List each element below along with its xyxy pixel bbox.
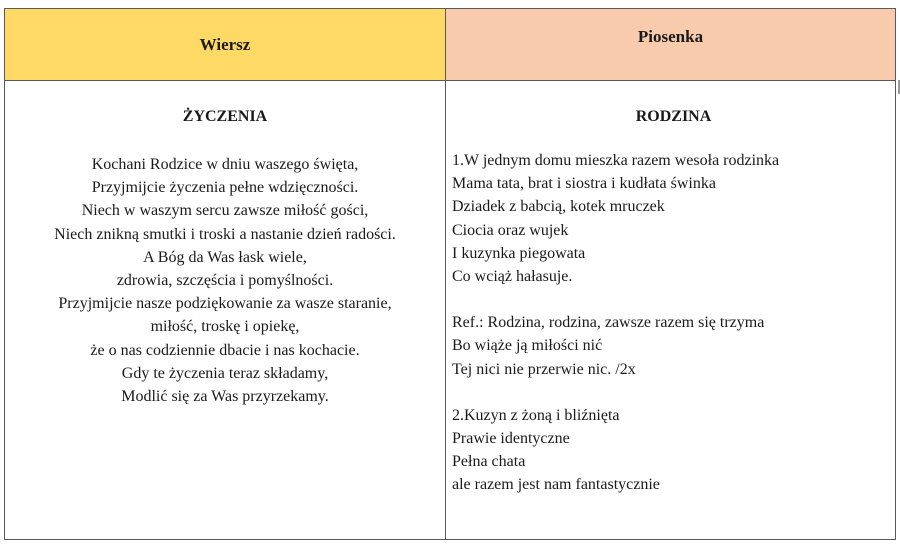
song-stanza-2	[452, 404, 895, 497]
song-refrain	[452, 311, 895, 381]
poem-line: Niech znikną smutki i troski a nastanie dzień radości.	[54, 225, 396, 243]
stanza-spacer	[452, 288, 895, 311]
song-line: Dziadek z babcią, kotek mruczek	[452, 198, 665, 216]
poem-line: miłość, troskę i opiekę,	[150, 318, 300, 336]
poem-line: Kochani Rodzice w dniu waszego święta,	[91, 156, 359, 173]
song-line: Pełna chata	[452, 453, 526, 471]
poem-lines	[5, 153, 445, 408]
document-table	[4, 8, 896, 540]
header-piosenka-label: Piosenka	[637, 27, 704, 46]
song-line: Prawie identyczne	[452, 430, 570, 448]
song-line: Mama tata, brat i siostra i kudłata świnka	[452, 175, 716, 193]
poem-line: A Bóg da Was łask wiele,	[143, 248, 307, 266]
song-line: Bo wiąże ją miłości nić	[452, 337, 603, 355]
header-wiersz	[5, 9, 446, 81]
poem-line: Niech w waszym sercu zawsze miłość gości,	[81, 202, 369, 220]
song-line: Co wciąż hałasuje.	[452, 268, 573, 286]
song-line: 1.W jednym domu mieszka razem wesoła rodzinka	[452, 152, 780, 169]
song-line: Ciocia oraz wujek	[452, 221, 569, 239]
poem-line: że o nas codziennie dbacie i nas kochacie.	[90, 341, 360, 359]
poem-line: Przyjmijcie życzenia pełne wdzięczności.	[91, 179, 359, 197]
poem-line: Przyjmijcie nasze podziękowanie za wasze staranie,	[58, 295, 392, 313]
song-line: I kuzynka piegowata	[452, 244, 586, 262]
song-cell	[446, 81, 895, 539]
poem-line: zdrowia, szczęścia i pomyślności.	[116, 272, 334, 290]
poem-line: Modlić się za Was przyrzekamy.	[121, 388, 329, 406]
song-line: 2.Kuzyn z żoną i bliźnięta	[452, 406, 620, 424]
poem-line: Gdy te życzenia teraz składamy,	[121, 364, 329, 382]
song-title: RODZINA	[635, 108, 712, 125]
song-line: ale razem jest nam fantastycznie	[452, 476, 660, 494]
header-piosenka	[446, 9, 895, 81]
header-wiersz-label: Wiersz	[199, 34, 251, 54]
song-line: Ref.: Rodzina, rodzina, zawsze razem się trzyma	[452, 314, 765, 332]
poem-title: ŻYCZENIA	[182, 108, 268, 125]
song-line: Tej nici nie przerwie nic. /2x	[452, 360, 636, 378]
stanza-spacer	[452, 381, 895, 404]
song-stanza-1	[452, 149, 895, 288]
poem-cell	[5, 81, 446, 539]
